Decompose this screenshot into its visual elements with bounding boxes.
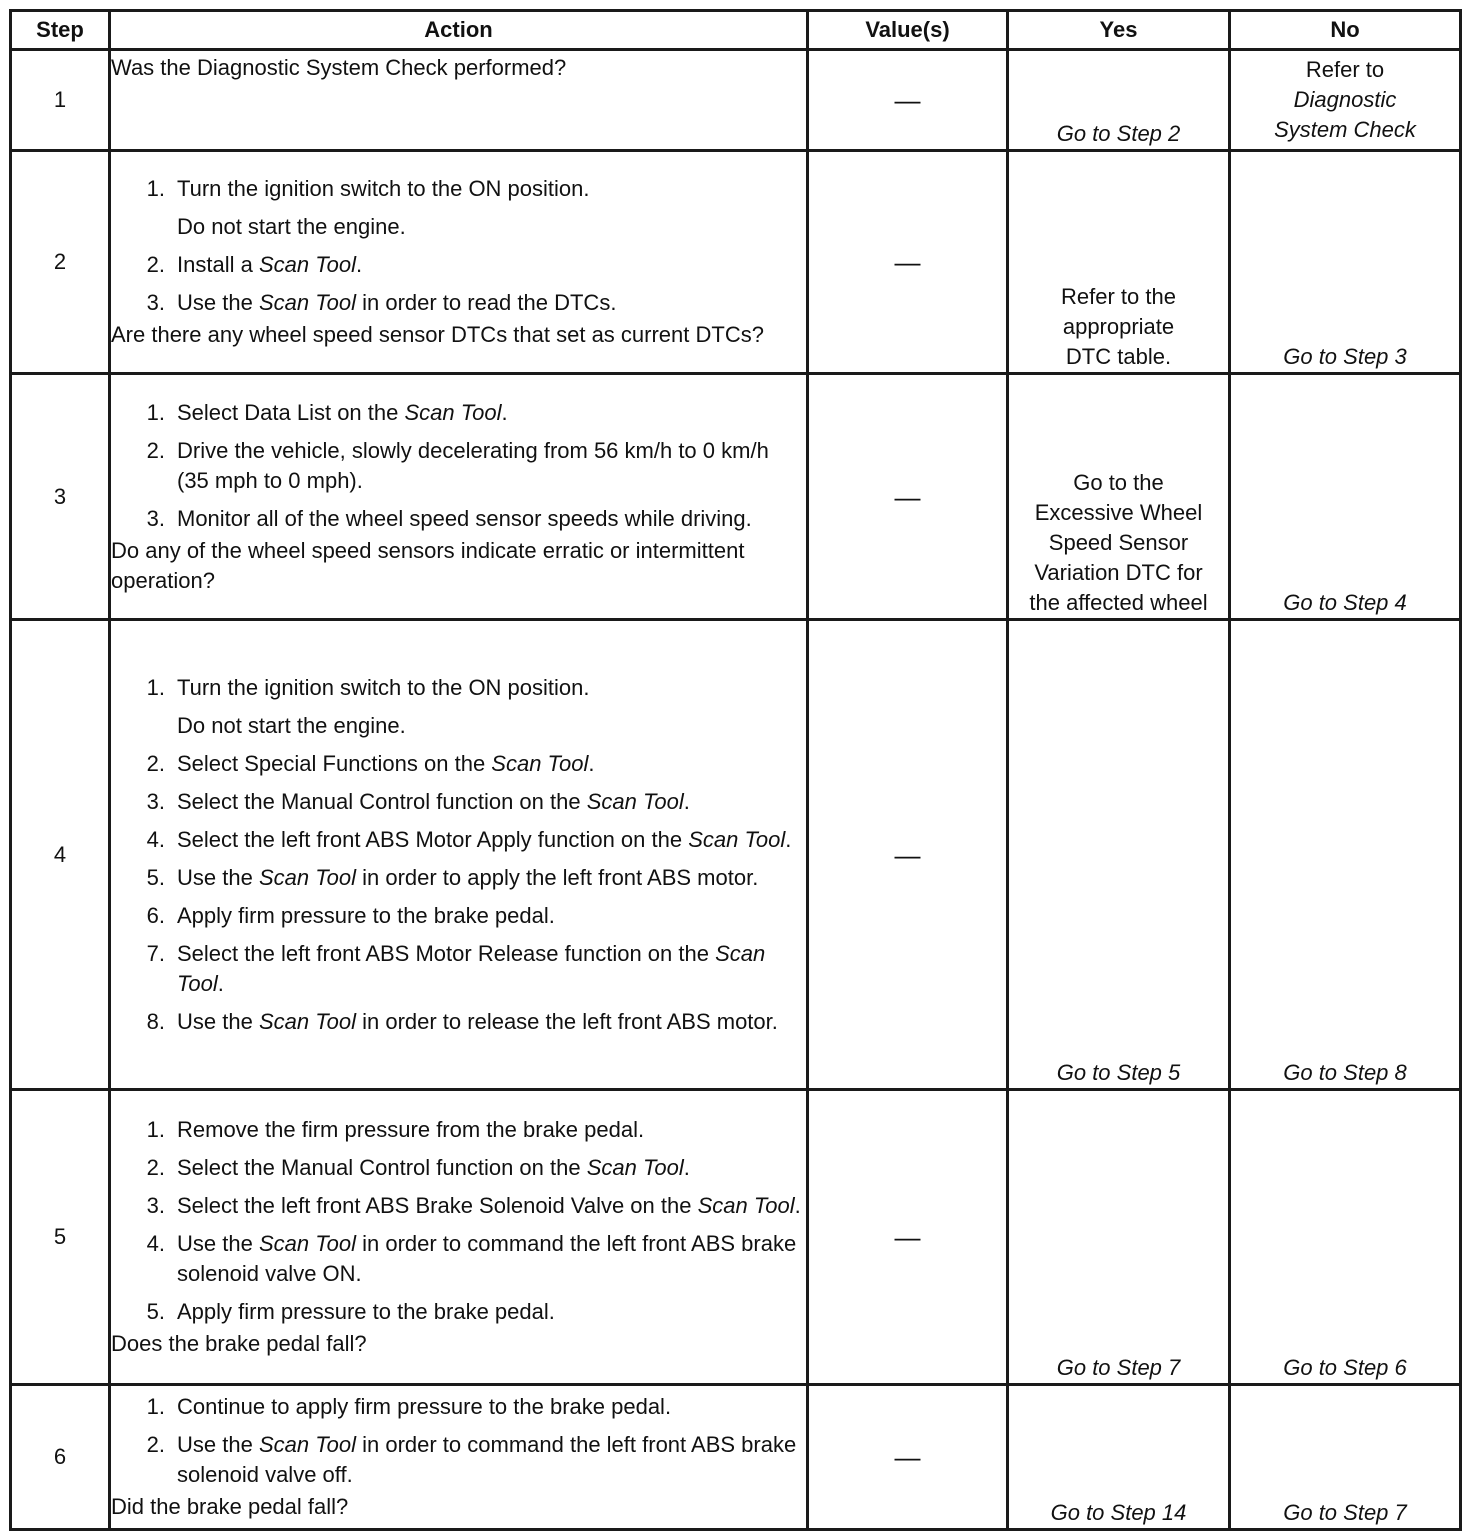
action-steps-list	[111, 1392, 806, 1490]
header-action: Action	[110, 11, 808, 50]
item-number: 3.	[146, 505, 165, 531]
item-text: Select the Manual Control function on the	[177, 1155, 587, 1180]
table-row-step-5	[11, 1090, 1461, 1385]
item-number: 1.	[146, 1394, 165, 1419]
no-goto-link[interactable]: Go to Step 7	[1283, 1500, 1407, 1525]
item-text: Turn the ignition switch to the ON position.	[177, 674, 590, 700]
header-no: No	[1230, 11, 1461, 50]
step-number: 1	[11, 50, 110, 151]
no-goto-link[interactable]: Go to Step 8	[1283, 1060, 1407, 1085]
item-text: Turn the ignition switch to the ON position.	[177, 176, 590, 201]
item-emphasis: Scan Tool	[258, 864, 356, 890]
item-emphasis: Scan Tool	[258, 252, 356, 277]
list-item	[111, 1392, 806, 1422]
no-cell	[1230, 50, 1461, 151]
yes-cell	[1008, 151, 1230, 374]
no-reference-link[interactable]	[1231, 85, 1459, 145]
item-emphasis: Scan Tool	[404, 399, 502, 425]
item-text: Install a	[177, 252, 259, 277]
item-number: 8.	[146, 1008, 165, 1034]
item-text: Select the left front ABS Brake Solenoid Valve on the	[177, 1193, 698, 1218]
item-text: Apply firm pressure to the brake pedal.	[177, 1299, 555, 1324]
action-steps-list	[111, 174, 806, 318]
item-text: Continue to apply firm pressure to the brake pedal.	[177, 1394, 672, 1419]
yes-text-line: Excessive Wheel	[1034, 500, 1203, 525]
item-subnote: Do not start the engine.	[177, 712, 406, 738]
item-text: .	[355, 252, 363, 277]
yes-cell	[1008, 1090, 1230, 1385]
item-number: 1.	[146, 674, 165, 700]
yes-goto-link[interactable]: Go to Step 7	[1056, 1355, 1181, 1380]
step-number: 3	[11, 374, 110, 620]
item-text: Select Special Functions on the	[177, 750, 492, 776]
item-text: in order to apply the left front ABS motor.	[355, 864, 759, 890]
item-text: Select the left front ABS Motor Apply function on the	[177, 826, 689, 852]
yes-goto-link[interactable]: Go to Step 5	[1056, 1060, 1181, 1085]
yes-text-line: Refer to the	[1061, 284, 1176, 309]
list-item	[111, 436, 806, 496]
item-emphasis: Scan Tool	[177, 940, 766, 996]
item-number: 5.	[146, 1299, 165, 1324]
list-item	[111, 504, 806, 534]
list-item	[111, 1430, 806, 1490]
action-cell	[110, 1090, 808, 1385]
item-text: Use the	[177, 864, 259, 890]
action-steps-list	[111, 673, 806, 1037]
item-emphasis: Scan Tool	[586, 788, 684, 814]
yes-cell	[1008, 374, 1230, 620]
value-cell: —	[808, 50, 1008, 151]
item-text: Use the	[177, 1231, 259, 1256]
item-emphasis: Scan Tool	[258, 1008, 356, 1034]
item-text: Use the	[177, 290, 259, 315]
item-text: .	[683, 788, 690, 814]
action-question: Did the brake pedal fall?	[111, 1494, 349, 1519]
item-number: 2.	[146, 750, 165, 776]
table-row-step-1	[11, 50, 1461, 151]
no-goto-link[interactable]: Go to Step 4	[1283, 590, 1407, 615]
diagnostic-table	[9, 9, 1462, 1531]
item-text: Select the left front ABS Motor Release function on the	[177, 940, 716, 966]
action-question: Was the Diagnostic System Check performed?	[111, 55, 567, 80]
no-text-line: Refer to	[1305, 57, 1385, 82]
item-text: .	[785, 826, 792, 852]
item-text: Apply firm pressure to the brake pedal.	[177, 902, 555, 928]
list-item	[111, 1007, 806, 1037]
item-number: 3.	[146, 788, 165, 814]
list-item	[111, 1153, 806, 1183]
list-item	[111, 174, 806, 242]
item-emphasis: Scan Tool	[491, 750, 589, 776]
list-item	[111, 1191, 806, 1221]
table-row-step-4	[11, 620, 1461, 1090]
item-text: Use the	[177, 1008, 259, 1034]
table-row-step-2	[11, 151, 1461, 374]
action-cell	[110, 374, 808, 620]
yes-cell	[1008, 1385, 1230, 1530]
no-cell	[1230, 374, 1461, 620]
action-steps-list	[111, 398, 806, 534]
item-text: Select Data List on the	[177, 399, 405, 425]
item-text: .	[501, 399, 508, 425]
item-text: Remove the firm pressure from the brake pedal.	[177, 1117, 645, 1142]
action-question: Does the brake pedal fall?	[111, 1331, 367, 1356]
item-emphasis: Scan Tool	[688, 826, 786, 852]
list-item	[111, 1297, 806, 1327]
step-number: 6	[11, 1385, 110, 1530]
list-item	[111, 398, 806, 428]
action-question: Do any of the wheel speed sensors indicate erratic or intermittent operation?	[111, 537, 745, 593]
step-number: 2	[11, 151, 110, 374]
yes-text-line: Variation DTC for	[1034, 560, 1203, 585]
item-text: .	[217, 970, 224, 996]
action-question: Are there any wheel speed sensor DTCs that set as current DTCs?	[111, 322, 764, 347]
no-goto-link[interactable]: Go to Step 3	[1283, 344, 1407, 369]
yes-text-line: appropriate	[1062, 314, 1175, 339]
header-step: Step	[11, 11, 110, 50]
value-cell: —	[808, 1090, 1008, 1385]
action-steps-list	[111, 1115, 806, 1327]
item-text: in order to command the left front ABS brake solenoid valve ON.	[177, 1231, 797, 1286]
yes-cell	[1008, 620, 1230, 1090]
value-cell: —	[808, 1385, 1008, 1530]
list-item	[111, 825, 806, 855]
item-emphasis: Scan Tool	[258, 1231, 356, 1256]
item-text: Select the Manual Control function on the	[177, 788, 587, 814]
action-cell	[110, 151, 808, 374]
no-goto-link[interactable]: Go to Step 6	[1283, 1355, 1407, 1380]
value-cell: —	[808, 620, 1008, 1090]
yes-text-line: Go to the	[1073, 470, 1164, 495]
header-row	[11, 11, 1461, 50]
value-cell: —	[808, 374, 1008, 620]
item-text: .	[794, 1193, 801, 1218]
header-yes: Yes	[1008, 11, 1230, 50]
item-text: Monitor all of the wheel speed sensor speeds while driving.	[177, 505, 752, 531]
item-emphasis: Scan Tool	[258, 290, 356, 315]
list-item	[111, 863, 806, 893]
item-text: in order to command the left front ABS brake solenoid valve off.	[177, 1432, 797, 1487]
no-reference-line: Diagnostic	[1293, 87, 1397, 112]
item-number: 2.	[146, 252, 165, 277]
item-text: in order to read the DTCs.	[355, 290, 617, 315]
yes-goto-link[interactable]: Go to Step 14	[1050, 1500, 1187, 1525]
item-number: 3.	[146, 1193, 165, 1218]
no-cell	[1230, 620, 1461, 1090]
list-item	[111, 250, 806, 280]
list-item	[111, 673, 806, 741]
yes-text-line: the affected wheel	[1029, 590, 1208, 615]
list-item	[111, 1229, 806, 1289]
action-cell	[110, 50, 808, 151]
list-item	[111, 901, 806, 931]
header-values: Value(s)	[808, 11, 1008, 50]
item-text: .	[683, 1155, 690, 1180]
no-cell	[1230, 151, 1461, 374]
item-emphasis: Scan Tool	[697, 1193, 795, 1218]
list-item	[111, 939, 806, 999]
item-text: .	[588, 750, 595, 776]
yes-cell	[1008, 50, 1230, 151]
no-reference-line: System Check	[1274, 117, 1416, 142]
item-number: 5.	[146, 864, 165, 890]
table-row-step-3	[11, 374, 1461, 620]
step-number: 5	[11, 1090, 110, 1385]
list-item	[111, 288, 806, 318]
list-item	[111, 1115, 806, 1145]
list-item	[111, 749, 806, 779]
item-number: 1.	[146, 176, 165, 201]
yes-text-line: DTC table.	[1065, 344, 1172, 369]
item-number: 1.	[146, 399, 165, 425]
item-number: 2.	[146, 1432, 165, 1457]
item-text: in order to release the left front ABS motor.	[355, 1008, 778, 1034]
yes-text-line: Speed Sensor	[1048, 530, 1189, 555]
no-cell	[1230, 1090, 1461, 1385]
action-cell	[110, 620, 808, 1090]
item-number: 7.	[146, 940, 165, 966]
item-emphasis: Scan Tool	[586, 1155, 684, 1180]
item-number: 4.	[146, 826, 165, 852]
item-subnote: Do not start the engine.	[177, 214, 406, 239]
no-cell	[1230, 1385, 1461, 1530]
item-number: 1.	[146, 1117, 165, 1142]
yes-goto-link[interactable]: Go to Step 2	[1056, 121, 1181, 146]
item-number: 3.	[146, 290, 165, 315]
item-number: 2.	[146, 1155, 165, 1180]
item-text: Drive the vehicle, slowly decelerating from 56 km/h to 0 km/h (35 mph to 0 mph).	[177, 437, 769, 493]
item-text: Use the	[177, 1432, 259, 1457]
item-number: 4.	[146, 1231, 165, 1256]
item-number: 2.	[146, 437, 165, 463]
item-number: 6.	[146, 902, 165, 928]
table-row-step-6	[11, 1385, 1461, 1530]
action-cell	[110, 1385, 808, 1530]
item-emphasis: Scan Tool	[258, 1432, 356, 1457]
step-number: 4	[11, 620, 110, 1090]
value-cell: —	[808, 151, 1008, 374]
list-item	[111, 787, 806, 817]
